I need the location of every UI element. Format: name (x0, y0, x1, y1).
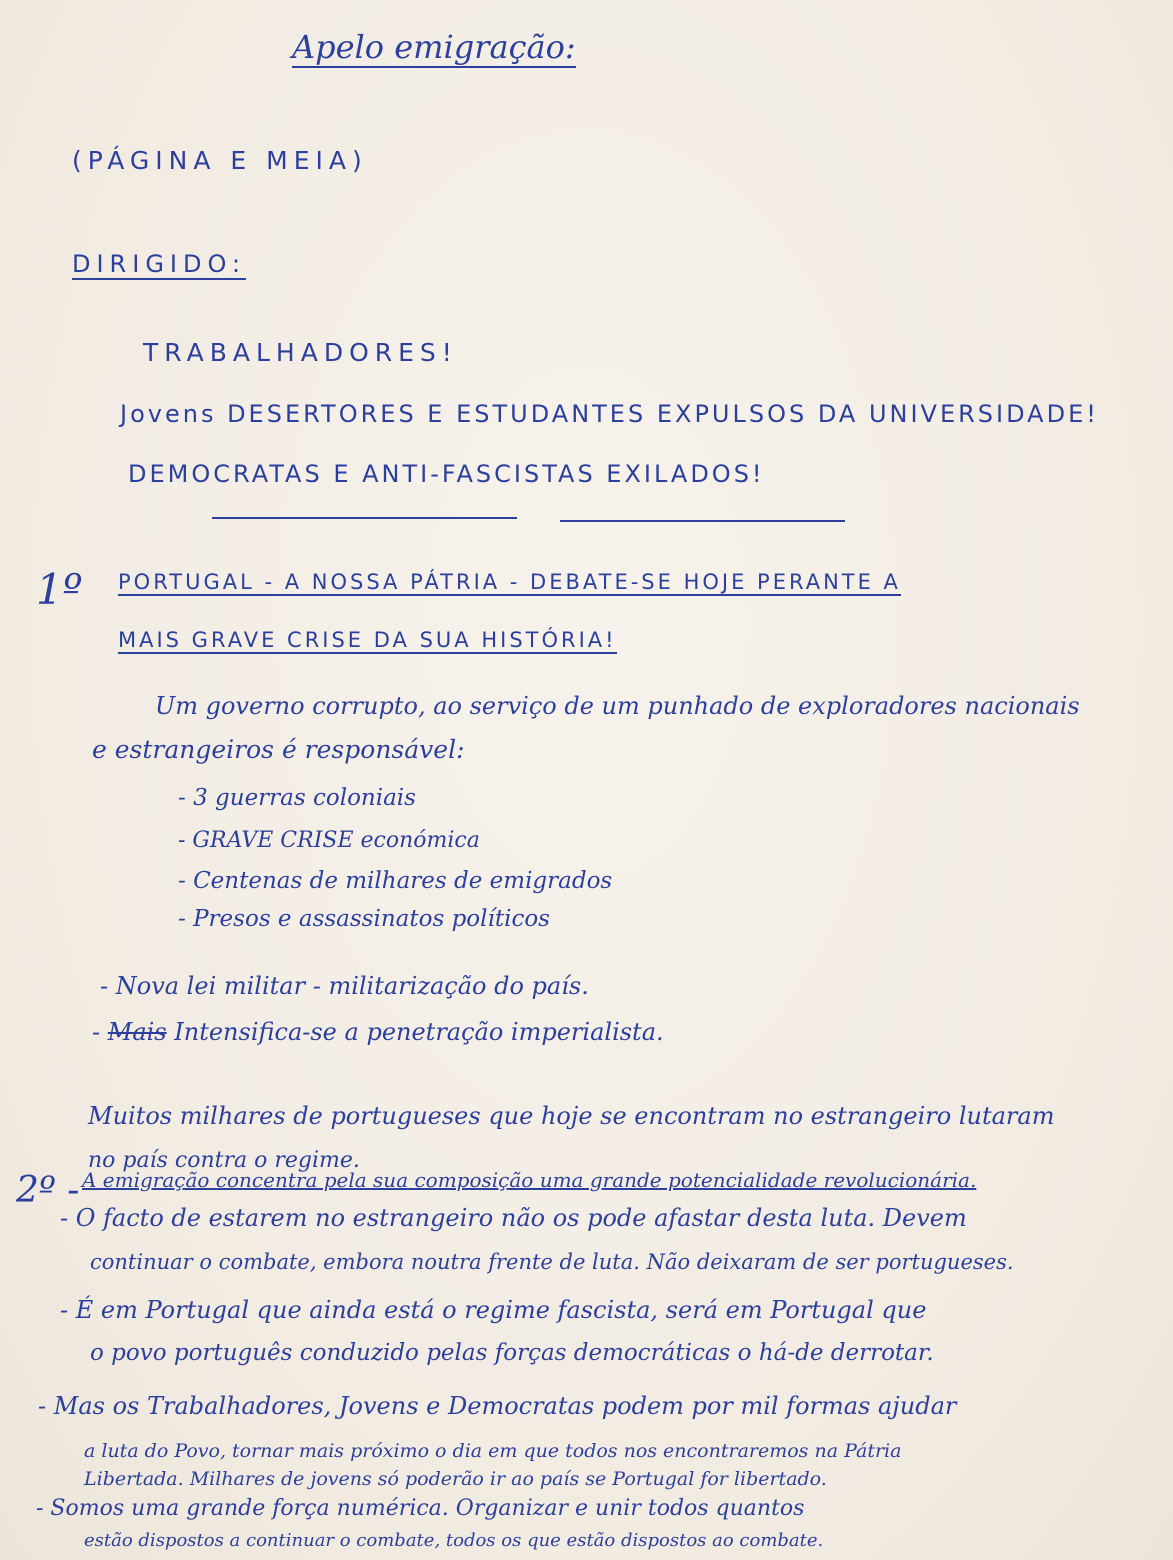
section-2-line-3: continuar o combate, embora noutra frente de luta. Não deixaram de ser portugueses. (90, 1250, 1014, 1274)
divider-left (212, 517, 517, 519)
section-1-intro-line-1: Um governo corrupto, ao serviço de um punhado de exploradores nacionais (155, 692, 1080, 720)
section-1-para-line-2: no país contra o regime. (88, 1148, 360, 1173)
bullet-colonial-wars: - 3 guerras coloniais (178, 785, 416, 811)
length-note: (PÁGINA E MEIA) (72, 146, 368, 175)
section-2-line-8: Libertada. Milhares de jovens só poderão ir ao país se Portugal for libertado. (84, 1468, 827, 1490)
section-2-line-9: - Somos uma grande força numérica. Organizar e unir todos quantos (36, 1496, 805, 1521)
section-1-intro-line-2: e estrangeiros é responsável: (92, 735, 465, 764)
bullet-political-prisoners: - Presos e assassinatos políticos (178, 906, 550, 932)
extra-imperialism: - Mais Intensifica-se a penetração imperialista. (92, 1018, 664, 1046)
addressee-youth: Jovens DESERTORES E ESTUDANTES EXPULSOS DA UNIVERSIDADE! (120, 400, 1099, 428)
section-2-line-5: o povo português conduzido pelas forças democráticas o há-de derrotar. (90, 1340, 934, 1366)
section-2-line-4: - É em Portugal que ainda está o regime fascista, será em Portugal que (60, 1296, 927, 1324)
addressee-democrats: DEMOCRATAS E ANTI-FASCISTAS EXILADOS! (128, 460, 765, 488)
page-title: Apelo emigração: (292, 28, 576, 66)
addressee-workers: TRABALHADORES! (143, 338, 458, 367)
bullet-emigrants: - Centenas de milhares de emigrados (178, 868, 613, 894)
section-2-line-2: - O facto de estarem no estrangeiro não os pode afastar desta luta. Devem (60, 1204, 967, 1232)
extra-military-law: - Nova lei militar - militarização do país. (100, 972, 589, 1000)
section-2-line-7: a luta do Povo, tornar mais próximo o dia em que todos nos encontraremos na Pátria (84, 1440, 902, 1462)
section-1-para-line-1: Muitos milhares de portugueses que hoje se encontram no estrangeiro lutaram (88, 1102, 1055, 1130)
extra-imperialism-text: Intensifica-se a penetração imperialista. (174, 1018, 664, 1046)
section-2-line-6: - Mas os Trabalhadores, Jovens e Democratas podem por mil formas ajudar (38, 1392, 957, 1420)
section-1-number: 1º (36, 565, 83, 614)
section-2-line-1: A emigração concentra pela sua composição uma grande potencialidade revolucionária. (82, 1168, 977, 1192)
addressed-label: DIRIGIDO: (72, 250, 247, 278)
section-1-heading-line-2: MAIS GRAVE CRISE DA SUA HISTÓRIA! (118, 628, 617, 652)
divider-right (560, 520, 845, 522)
bullet-economic-crisis: - GRAVE CRISE económica (178, 828, 480, 853)
section-1-heading-line-1: PORTUGAL - A NOSSA PÁTRIA - DEBATE-SE HOJE PERANTE A (118, 570, 901, 594)
section-2-line-10: estão dispostos a continuar o combate, todos os que estão dispostos ao combate. (84, 1530, 824, 1551)
struck-word: Mais (107, 1018, 167, 1046)
section-2-number: 2º - (16, 1170, 80, 1211)
